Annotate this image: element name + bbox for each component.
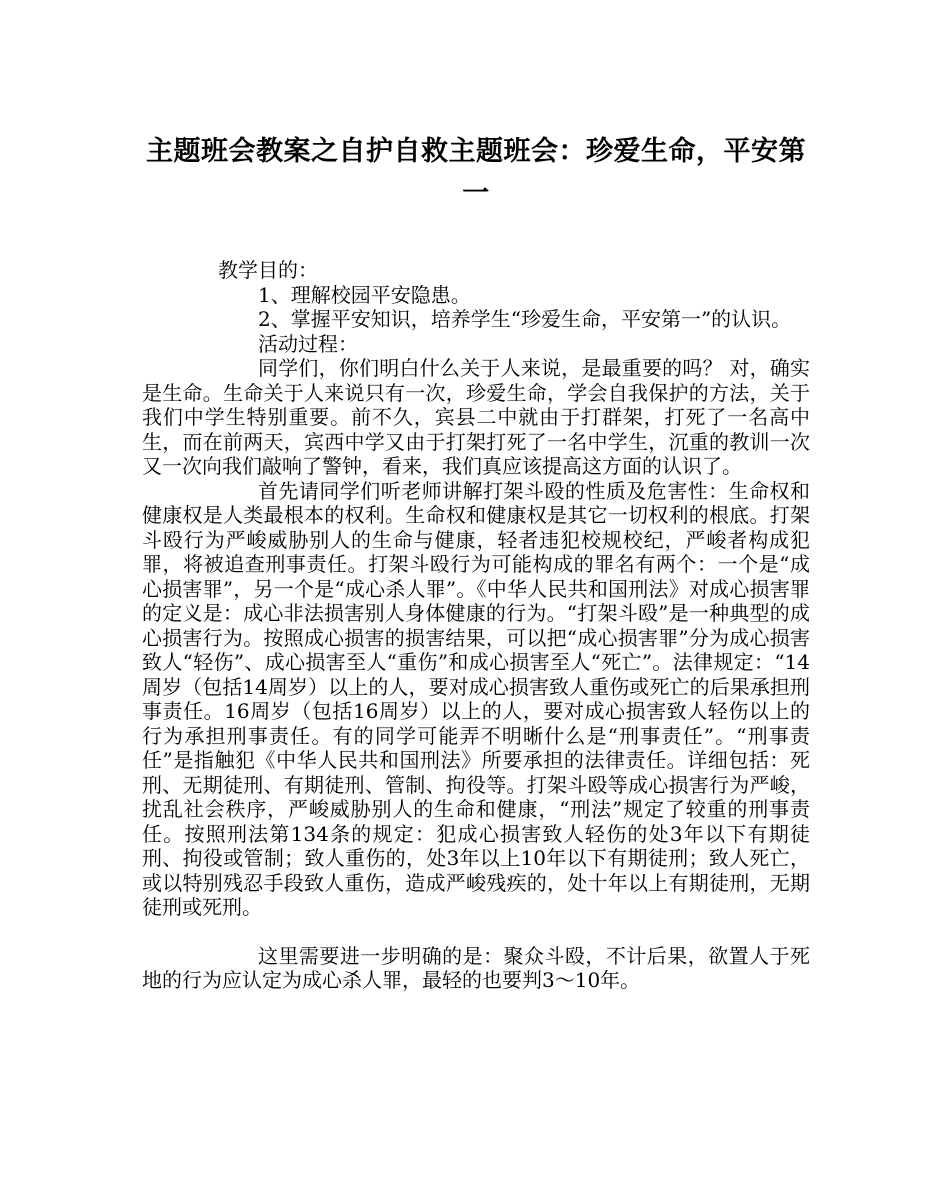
document-title: 主题班会教案之自护自救主题班会：珍爱生命，平安第一 — [146, 136, 806, 209]
document-page — [142, 0, 810, 1189]
paragraph-intro: 同学们，你们明白什么关于人来说，是最重要的吗？ 对，确实是生命。生命关于人来说只有一次，珍爱生命，学会自我保护的方法，关于我们中学生特别重要。前不久，宾县二中就由于打群架，打死了一名高中生，而在前两天，宾西中学又由于打架打死了一名中学生，沉重的教训一次又一次向我们敲响了警钟，看来，我们真应该提高这方面的认识了。 — [142, 356, 810, 478]
paragraph-legal-explanation: 首先请同学们听老师讲解打架斗殴的性质及危害性：生命权和健康权是人类最根本的权利。生命权和健康权是其它一切权利的根底。打架斗殴行为严峻威胁别人的生命与健康，轻者违犯校规校纪，严峻者构成犯罪，将被追查刑事责任。打架斗殴行为可能构成的罪名有两个：一个是“成心损害罪”，另一个是“成心杀人罪”。《中华人民共和国刑法》对成心损害罪的定义是：成心非法损害别人身体健康的行为。“打架斗殴”是一种典型的成心损害行为。按照成心损害的损害结果，可以把“成心损害罪”分为成心损害致人“轻伤”、成心损害至人“重伤”和成心损害至人“死亡”。法律规定：“14周岁（包括14周岁）以上的人，要对成心损害致人重伤或死亡的后果承担刑事责任。16周岁（包括16周岁）以上的人，要对成心损害致人轻伤以上的行为承担刑事责任。有的同学可能弄不明晰什么是“刑事责任”。“刑事责任”是指触犯《中华人民共和国刑法》所要承担的法律责任。详细包括：死刑、无期徒刑、有期徒刑、管制、拘役等。打架斗殴等成心损害行为严峻，扰乱社会秩序，严峻威胁别人的生命和健康，“刑法”规定了较重的刑事责任。按照刑法第134条的规定：犯成心损害致人轻伤的处3年以下有期徒刑、拘役或管制；致人重伤的，处3年以上10年以下有期徒刑；致人死亡，或以特别残忍手段致人重伤，造成严峻残疾的，处十年以上有期徒刑，无期徒刑或死刑。 — [142, 478, 810, 919]
objective-item-1: 1、理解校园平安隐患。 — [258, 282, 471, 307]
process-heading: 活动过程： — [258, 331, 358, 356]
paragraph-clarification: 这里需要进一步明确的是：聚众斗殴，不计后果，欲置人于死地的行为应认定为成心杀人罪，最轻的也要判3～10年。 — [142, 943, 810, 992]
objective-item-2: 2、掌握平安知识，培养学生“珍爱生命，平安第一”的认识。 — [258, 307, 792, 331]
document-body — [142, 258, 810, 993]
objectives-heading: 教学目的： — [218, 258, 318, 282]
